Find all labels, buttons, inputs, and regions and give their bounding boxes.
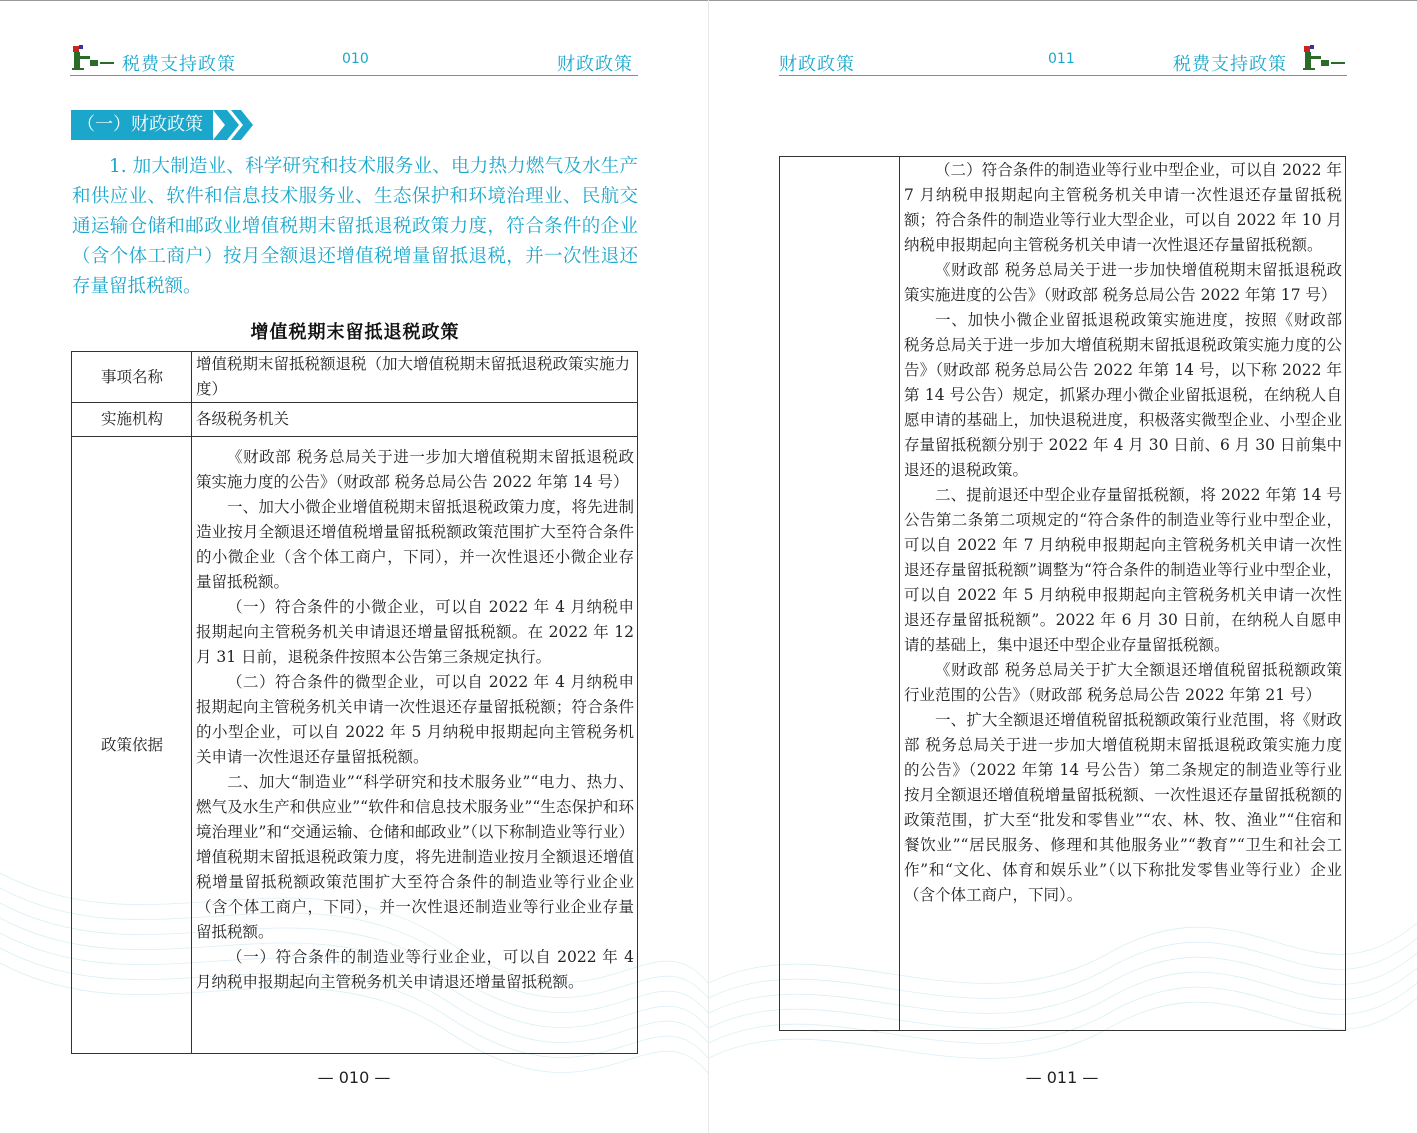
section-tag-label: （一）财政政策 — [71, 110, 213, 140]
policy-basis-cell — [192, 437, 638, 1054]
policy-paragraph: 二、提前退还中型企业存量留抵税额，将 2022 年第 14 号公告第二条第二项规定的“符合条件的制造业等行业中型企业，可以自 2022 年 7 月纳税申报期起向主管税务机关申请一次性退还存量留抵税额”调整为“符合条件的制造业等行业中型企业，可以自 2022 年 5 月纳税申报期起向主管税务机关申请一次性退还存量留抵税额”。2022 年 6 月 30 日前，在纳税人自愿申请的基础上，集中退还中型企业存量留抵税额。 — [904, 486, 1342, 654]
right-page — [709, 0, 1417, 1133]
footer-page-number: — 010 — — [317, 1068, 391, 1087]
header-section-title: 财政政策 — [557, 54, 633, 75]
page-header — [779, 40, 1347, 76]
policy-paragraph: 《财政部 税务总局关于进一步加快增值税期末留抵退税政策实施进度的公告》（财政部 税务总局公告 2022 年第 17 号） — [904, 261, 1342, 304]
table-title: 增值税期末留抵退税政策 — [250, 322, 460, 343]
intro-paragraph: 1. 加大制造业、科学研究和技术服务业、电力热力燃气及水生产和供应业、软件和信息技术服务业、生态保护和环境治理业、民航交通运输仓储和邮政业增值税期末留抵退税政策力度，符合条件的企业（含个体工商户）按月全额退还增值税增量留抵退税，并一次性退还存量留抵税额。 — [72, 156, 638, 297]
table-value-cell: 各级税务机关 — [192, 403, 638, 437]
policy-paragraph: （二）符合条件的微型企业，可以自 2022 年 4 月纳税申报期起向主管税务机关申请一次性退还存量留抵税额；符合条件的小型企业，可以自 2022 年 5 月纳税申报期起向主管税务机关申请一次性退还存量留抵税额。 — [196, 673, 634, 766]
table-key-cell-empty — [780, 157, 900, 1031]
policy-paragraph: （一）符合条件的小微企业，可以自 2022 年 4 月纳税申报期起向主管税务机关申请退还增量留抵税额。在 2022 年 12 月 31 日前，退税条件按照本公告第三条规定执行。 — [196, 598, 634, 666]
table-value-cell: 增值税期末留抵税额退税（加大增值税期末留抵退税政策实施力度） — [192, 352, 638, 403]
table-key-cell: 事项名称 — [72, 352, 192, 403]
header-series-title: 税费支持政策 — [122, 54, 236, 75]
header-section-title: 财政政策 — [779, 54, 855, 75]
policy-paragraph: 一、加快小微企业留抵退税政策实施进度，按照《财政部 税务总局关于进一步加大增值税期末留抵退税政策实施力度的公告》（财政部 税务总局公告 2022 年第 14 号，以下称 2022 年第 14 号公告）规定，抓紧办理小微企业留抵退税，在纳税人自愿申请的基础上，加快退税进度，积极落实微型企业、小型企业存量留抵税额分别于 2022 年 4 月 30 日前、6 月 30 日前集中退还的退税政策。 — [904, 311, 1342, 479]
table-row — [72, 437, 638, 1054]
left-page — [0, 0, 708, 1133]
logo-icon — [1301, 42, 1347, 72]
policy-table-continued — [779, 156, 1346, 1031]
section-tag — [71, 110, 261, 140]
table-row — [72, 403, 638, 437]
logo-icon — [70, 42, 116, 72]
header-page-number: 011 — [1048, 51, 1075, 67]
header-page-number: 010 — [342, 51, 369, 67]
policy-paragraph: （二）符合条件的制造业等行业中型企业，可以自 2022 年 7 月纳税申报期起向主管税务机关申请一次性退还存量留抵税额；符合条件的制造业等行业大型企业，可以自 2022 年 10 月纳税申报期起向主管税务机关申请一次性退还存量留抵税额。 — [904, 161, 1342, 254]
policy-table — [71, 351, 638, 1054]
policy-basis-cell — [900, 157, 1346, 1031]
footer-page-number: — 011 — — [1025, 1068, 1099, 1087]
page-header — [70, 40, 638, 76]
policy-paragraph: 二、加大“制造业”“科学研究和技术服务业”“电力、热力、燃气及水生产和供应业”“软件和信息技术服务业”“生态保护和环境治理业”和“交通运输、仓储和邮政业”（以下称制造业等行业）增值税期末留抵退税政策力度，将先进制造业按月全额退还增值税增量留抵税额政策范围扩大至符合条件的制造业等行业企业（含个体工商户，下同），并一次性退还制造业等行业企业存量留抵税额。 — [196, 773, 634, 941]
double-chevron-icon — [213, 110, 261, 140]
policy-paragraph: 《财政部 税务总局关于进一步加大增值税期末留抵退税政策实施力度的公告》（财政部 税务总局公告 2022 年第 14 号） — [196, 448, 634, 491]
header-series-title: 税费支持政策 — [1173, 54, 1287, 75]
table-key-cell: 政策依据 — [72, 437, 192, 1054]
policy-paragraph: 一、扩大全额退还增值税留抵税额政策行业范围，将《财政部 税务总局关于进一步加大增值税期末留抵退税政策实施力度的公告》（2022 年第 14 号公告）第二条规定的制造业等行业按月全额退还增值税增量留抵税额、一次性退还存量留抵税额的政策范围，扩大至“批发和零售业”“农、林、牧、渔业”“住宿和餐饮业”“居民服务、修理和其他服务业”“教育”“卫生和社会工作”和“文化、体育和娱乐业”（以下称批发零售业等行业）企业（含个体工商户，下同）。 — [904, 711, 1342, 904]
policy-paragraph: 一、加大小微企业增值税期末留抵退税政策力度，将先进制造业按月全额退还增值税增量留抵税额政策范围扩大至符合条件的小微企业（含个体工商户，下同），并一次性退还小微企业存量留抵税额。 — [196, 498, 634, 591]
table-row — [72, 352, 638, 403]
table-row — [780, 157, 1346, 1031]
policy-paragraph: 《财政部 税务总局关于扩大全额退还增值税留抵税额政策行业范围的公告》（财政部 税务总局公告 2022 年第 21 号） — [904, 661, 1342, 704]
policy-paragraph: （一）符合条件的制造业等行业企业，可以自 2022 年 4 月纳税申报期起向主管税务机关申请退还增量留抵税额。 — [196, 948, 634, 991]
table-key-cell: 实施机构 — [72, 403, 192, 437]
